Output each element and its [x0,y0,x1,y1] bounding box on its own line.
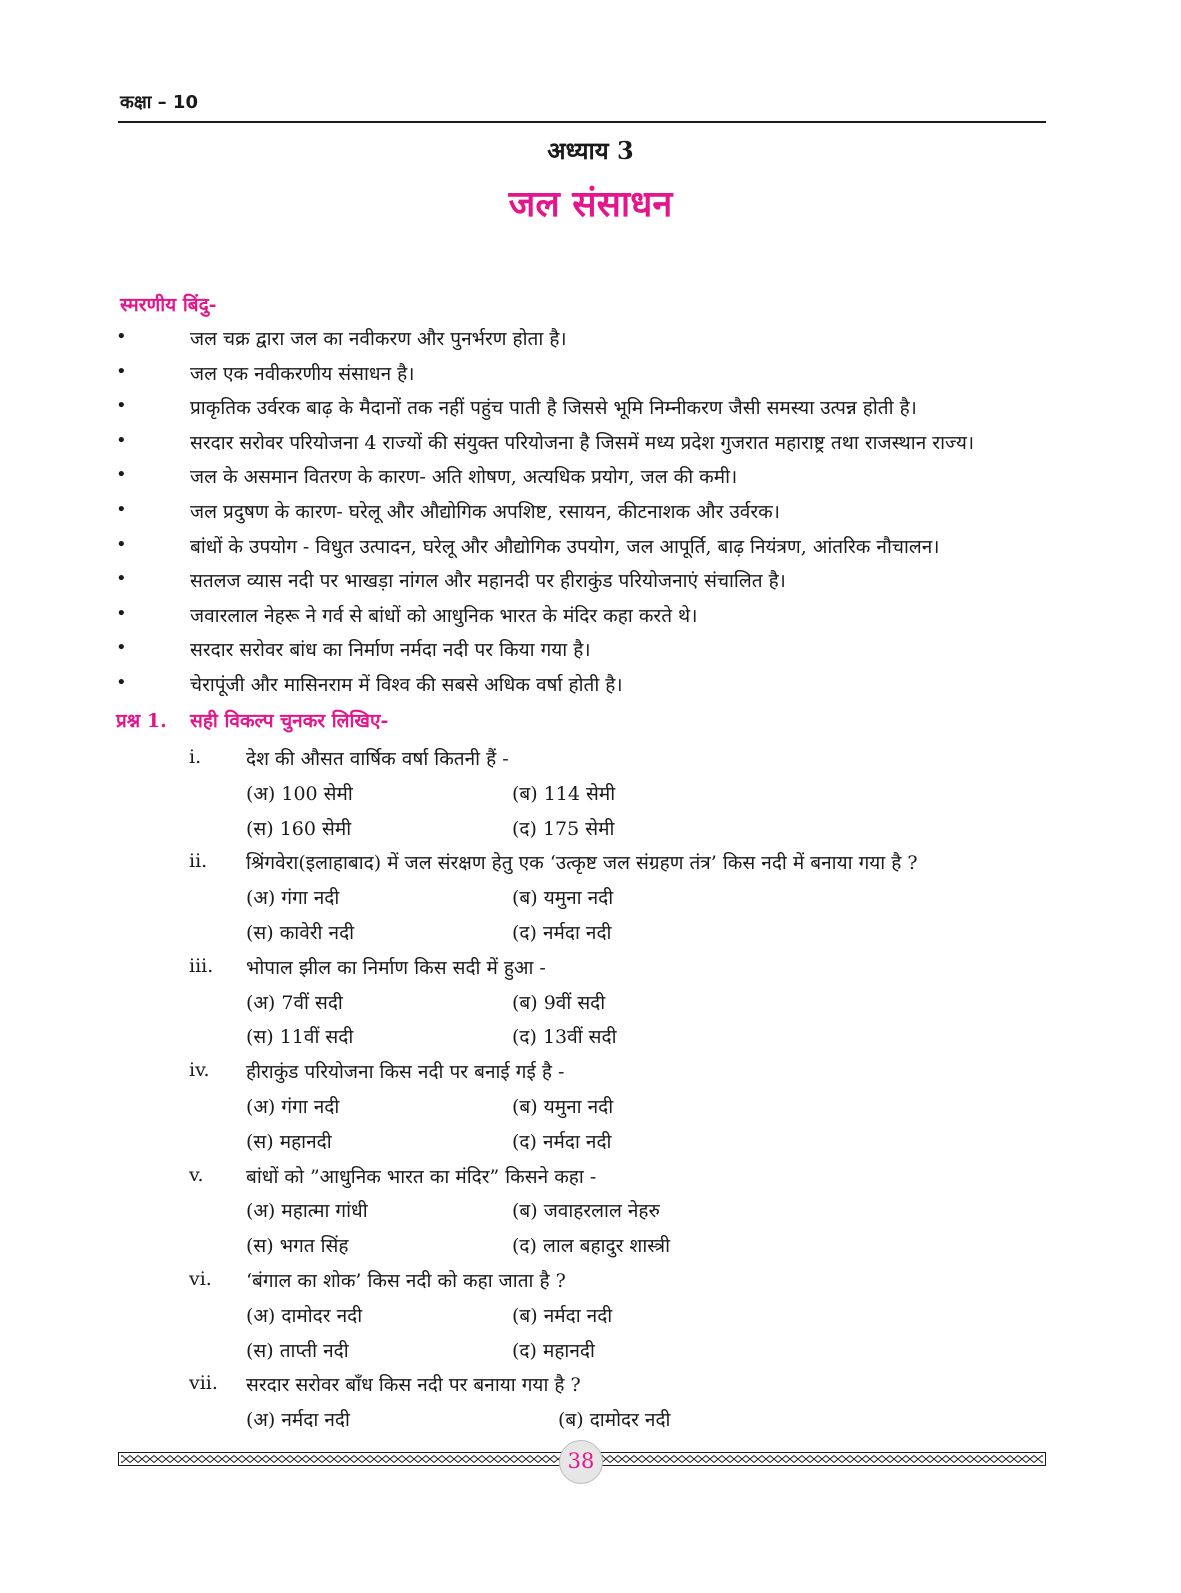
bullet-icon: • [116,326,127,347]
point-text: सरदार सरोवर बांध का निर्माण नर्मदा नदी पर किया गया है। [190,639,591,662]
mcq-text: ‘बंगाल का शोक’ किस नदी को कहा जाता है ? [246,1269,566,1292]
point-text: बांधों के उपयोग - विधुत उत्पादन, घरेलू और औद्योगिक उपयोग, जल आपूर्ति, बाढ़ नियंत्रण, आंतरिक नौचालन। [190,535,940,558]
list-item [0,494,1181,529]
point-text: जल एक नवीकरणीय संसाधन है। [190,362,415,385]
mcq-options-row [0,1298,1181,1333]
point-text: जल प्रदुषण के कारण- घरेलू और औद्योगिक अपशिष्ट, रसायन, कीटनाशक और उर्वरक। [190,500,780,523]
option-b: (ब) 9वीं सदी [512,991,606,1014]
bullet-icon: • [116,602,127,624]
mcq-numeral: iii. [189,954,214,977]
mcq-options-row [0,1228,1181,1263]
mcq-question [0,1367,1181,1402]
bullet-icon: • [116,498,127,520]
mcq-question [0,950,1181,985]
question-number: प्रश्न 1. [116,710,167,732]
mcq-question [0,1263,1181,1298]
mcq-question [0,1159,1181,1194]
mcq-options-row [0,985,1181,1020]
mcq-numeral: ii. [189,850,208,873]
mcq-text: बांधों को ”आधुनिक भारत का मंदिर” किसने कहा - [246,1165,597,1188]
mcq-text: हीराकुंड परियोजना किस नदी पर बनाई गई है - [246,1061,565,1084]
mcq-text: भोपाल झील का निर्माण किस सदी में हुआ - [246,956,546,979]
mcq-question [0,845,1181,880]
option-b: (ब) यमुना नदी [512,1095,614,1118]
option-c: (स) ताप्ती नदी [246,1339,349,1362]
option-a: (अ) 100 सेमी [246,782,353,805]
bullet-icon: • [116,637,127,659]
mcq-question [0,1054,1181,1089]
option-a: (अ) महात्मा गांधी [246,1200,368,1223]
point-text: सतलज व्यास नदी पर भाखड़ा नांगल और महानदी पर हीराकुंड परियोजनाएं संचालित है। [190,570,786,593]
option-d: (द) 13वीं सदी [512,1026,617,1049]
bullet-icon: • [116,360,127,382]
option-a: (अ) गंगा नदी [246,1095,340,1118]
mcq-options-row [0,811,1181,846]
mcq-options-row [0,1402,1181,1437]
option-a: (अ) दामोदर नदी [246,1304,363,1327]
bullet-icon: • [116,533,127,555]
point-text: चेरापूंजी और मासिनराम में विश्व की सबसे अधिक वर्षा होती है। [190,673,623,696]
chapter-number: अध्याय 3 [547,136,634,165]
remember-points-list [0,321,1181,702]
header-divider [118,121,1046,123]
option-b: (ब) नर्मदा नदी [512,1304,613,1327]
option-c: (स) कावेरी नदी [246,921,355,944]
mcq-options-row [0,776,1181,811]
bullet-icon: • [116,671,127,693]
option-d: (द) महानदी [512,1339,595,1362]
list-item [0,390,1181,425]
point-text: सरदार सरोवर परियोजना 4 राज्यों की संयुक्त परियोजना है जिसमें मध्य प्रदेश गुजरात महाराष्ट्र तथा राजस्थान राज्य। [190,431,975,454]
mcq-text: देश की औसत वार्षिक वर्षा कितनी हैं - [246,748,509,770]
list-item [0,459,1181,494]
question-title: सही विकल्प चुनकर लिखिए- [190,710,389,732]
option-c: (स) 11वीं सदी [246,1026,354,1049]
option-c: (स) भगत सिंह [246,1235,349,1258]
bullet-icon: • [116,395,127,417]
page-number: 38 [559,1440,603,1484]
mcq-numeral: v. [189,1163,204,1186]
option-a: (अ) 7वीं सदी [246,991,343,1014]
list-item [0,529,1181,564]
option-b: (ब) दामोदर नदी [558,1409,671,1432]
mcq-options-row [0,1193,1181,1228]
mcq-items [0,741,1181,1437]
list-item [0,598,1181,633]
mcq-options-row [0,1333,1181,1368]
mcq-text: सरदार सरोवर बाँध किस नदी पर बनाया गया है ? [246,1374,581,1397]
point-text: प्राकृतिक उर्वरक बाढ़ के मैदानों तक नहीं पहुंच पाती है जिससे भूमि निम्नीकरण जैसी समस्या उत्पन्न होती है। [190,397,917,420]
option-d: (द) 175 सेमी [512,817,615,840]
mcq-numeral: vi. [189,1267,212,1290]
mcq-options-row [0,1124,1181,1159]
list-item [0,667,1181,702]
option-b: (ब) 114 सेमी [512,782,616,805]
bullet-icon: • [116,429,127,451]
option-c: (स) महानदी [246,1130,332,1153]
class-label: कक्षा – 10 [120,92,198,113]
mcq-options-row [0,1089,1181,1124]
option-b: (ब) जवाहरलाल नेहरु [512,1200,660,1223]
option-a: (अ) गंगा नदी [246,887,340,910]
mcq-text: श्रिंगवेरा(इलाहाबाद) में जल संरक्षण हेतु एक ‘उत्कृष्ट जल संग्रहण तंत्र’ किस नदी में बनाया गया है ? [246,852,918,875]
option-a: (अ) नर्मदा नदी [246,1409,350,1432]
list-item [0,425,1181,460]
chapter-title: जल संसाधन [508,183,673,225]
point-text: जवारलाल नेहरू ने गर्व से बांधों को आधुनिक भारत के मंदिर कहा करते थे। [190,604,698,627]
mcq-numeral: i. [189,746,202,768]
bullet-icon: • [116,568,127,590]
list-item [0,632,1181,667]
mcq-numeral: vii. [189,1372,218,1395]
mcq-options-row [0,880,1181,915]
mcq-options-row [0,915,1181,950]
option-c: (स) 160 सेमी [246,817,352,840]
option-d: (द) नर्मदा नदी [512,921,612,944]
list-item [0,356,1181,391]
point-text: जल के असमान वितरण के कारण- अति शोषण, अत्यधिक प्रयोग, जल की कमी। [190,466,738,489]
point-text: जल चक्र द्वारा जल का नवीकरण और पुनर्भरण होता है। [190,328,567,350]
mcq-numeral: iv. [189,1059,210,1082]
bullet-icon: • [116,464,127,486]
list-item [0,321,1181,356]
remember-points-heading: स्मरणीय बिंदु- [120,294,217,316]
mcq-options-row [0,1019,1181,1054]
option-d: (द) लाल बहादुर शास्त्री [512,1235,671,1258]
mcq-question [0,741,1181,776]
list-item [0,563,1181,598]
option-b: (ब) यमुना नदी [512,887,614,910]
option-d: (द) नर्मदा नदी [512,1130,612,1153]
